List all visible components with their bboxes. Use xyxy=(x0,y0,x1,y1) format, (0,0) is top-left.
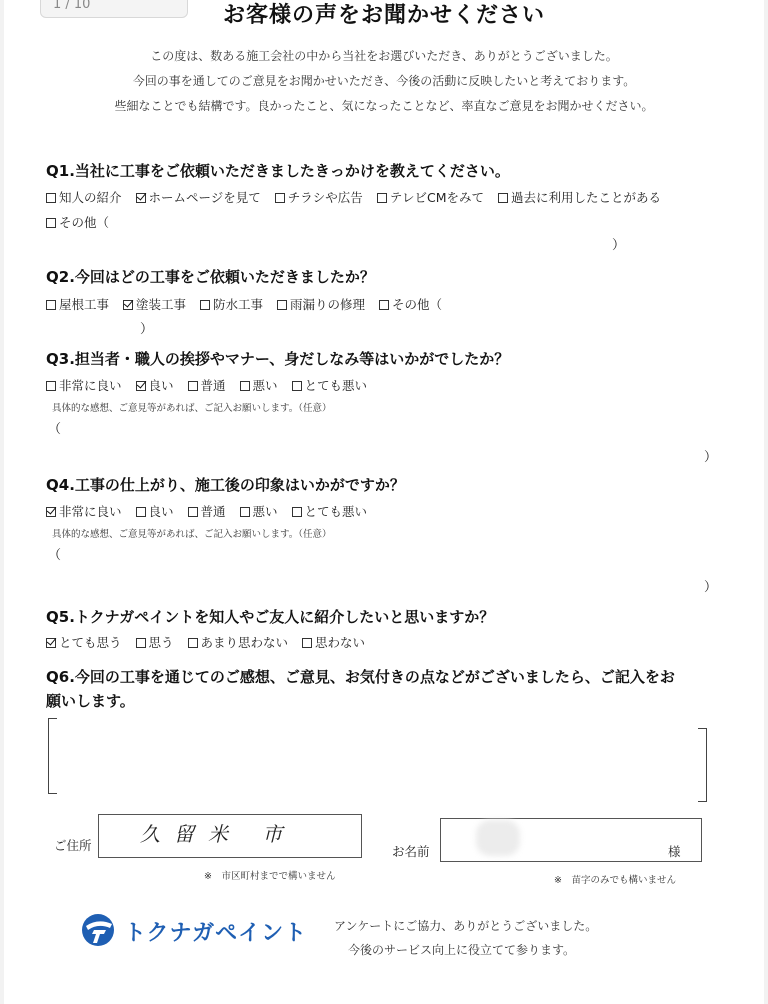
checkbox[interactable] xyxy=(46,381,56,391)
checkbox[interactable] xyxy=(46,193,56,203)
q1-title: Q1.当社に工事をご依頼いただきましたきっかけを教えてください。 xyxy=(46,162,510,180)
q2-close-paren: ） xyxy=(140,322,154,337)
checkbox[interactable] xyxy=(240,507,250,517)
checkbox[interactable] xyxy=(379,300,389,310)
checkbox[interactable] xyxy=(46,300,56,310)
intro-text xyxy=(0,44,768,119)
q4-open-paren: （ xyxy=(48,548,62,563)
q1-option-2[interactable]: ホームページを見て xyxy=(136,188,261,206)
checkbox-checked[interactable] xyxy=(136,193,146,203)
q2-title: Q2.今回はどの工事をご依頼いただきましたか？ xyxy=(46,268,375,286)
q6-title-line-1: Q6.今回の工事を通じてのご感想、ご意見、お気付きの点などがございましたら、ご記入をお xyxy=(46,668,675,686)
checkbox[interactable] xyxy=(292,507,302,517)
address-note: ※ 市区町村までで構いません xyxy=(204,871,336,882)
checkbox-checked[interactable] xyxy=(123,300,133,310)
intro-line-3: 些細なことでも結構です。良かったこと、気になったことなど、率直なご意見をお聞かせください。 xyxy=(114,99,654,113)
q3-note: 具体的な感想、ご意見等があれば、ご記入お願いします。（任意） xyxy=(52,403,332,414)
checkbox[interactable] xyxy=(188,507,198,517)
q4-option-2[interactable]: 良い xyxy=(136,502,174,520)
q2-option-5[interactable]: その他（ xyxy=(379,295,442,313)
q2-option-1[interactable]: 屋根工事 xyxy=(46,295,109,313)
q3-option-2[interactable]: 良い xyxy=(136,376,174,394)
q3-option-5[interactable]: とても悪い xyxy=(292,376,368,394)
q4-option-1[interactable]: 非常に良い xyxy=(46,502,122,520)
q2-option-4[interactable]: 雨漏りの修理 xyxy=(277,295,365,313)
logo-mark-icon xyxy=(80,912,120,948)
name-note: ※ 苗字のみでも構いません xyxy=(554,875,676,886)
checkbox[interactable] xyxy=(188,638,198,648)
checkbox[interactable] xyxy=(377,193,387,203)
q4-option-4[interactable]: 悪い xyxy=(240,502,278,520)
checkbox[interactable] xyxy=(498,193,508,203)
q4-option-3[interactable]: 普通 xyxy=(188,502,226,520)
q4-note: 具体的な感想、ご意見等があれば、ご記入お願いします。（任意） xyxy=(52,529,332,540)
thanks-line-1: アンケートにご協力、ありがとうございました。 xyxy=(334,919,598,933)
page-indicator: 1 / 10 xyxy=(40,0,188,18)
q4-option-5[interactable]: とても悪い xyxy=(292,502,368,520)
q2-option-3[interactable]: 防水工事 xyxy=(200,295,263,313)
redacted-name xyxy=(476,820,520,856)
q5-option-4[interactable]: 思わない xyxy=(302,633,365,651)
checkbox[interactable] xyxy=(200,300,210,310)
address-label: ご住所 xyxy=(54,838,92,853)
q3-open-paren: （ xyxy=(48,422,62,437)
q2-options xyxy=(46,295,452,313)
q5-option-1[interactable]: とても思う xyxy=(46,633,122,651)
address-value: 久留米 市 xyxy=(140,822,297,846)
name-label: お名前 xyxy=(392,844,430,859)
checkbox[interactable] xyxy=(188,381,198,391)
checkbox-checked[interactable] xyxy=(136,381,146,391)
q5-options xyxy=(46,633,375,651)
q6-answer-bracket-left[interactable] xyxy=(48,718,57,794)
page-edge-right xyxy=(764,0,768,1004)
company-logo xyxy=(80,912,308,948)
intro-line-2: 今回の事を通してのご意見をお聞かせいただき、今後の活動に反映したいと考えております。 xyxy=(132,74,636,88)
checkbox-checked[interactable] xyxy=(46,507,56,517)
thanks-line-2: 今後のサービス向上に役立てて参ります。 xyxy=(348,943,576,957)
q4-close-paren: ） xyxy=(704,580,718,595)
checkbox[interactable] xyxy=(240,381,250,391)
q1-option-3[interactable]: チラシや広告 xyxy=(275,188,363,206)
checkbox-checked[interactable] xyxy=(46,638,56,648)
q5-option-3[interactable]: あまり思わない xyxy=(188,633,289,651)
q6-answer-bracket-right[interactable] xyxy=(698,728,707,802)
checkbox[interactable] xyxy=(46,218,56,228)
q4-options xyxy=(46,502,377,520)
intro-line-1: この度は、数ある施工会社の中から当社をお選びいただき、ありがとうございました。 xyxy=(150,49,618,63)
logo-text: トクナガペイント xyxy=(124,921,308,946)
q4-title: Q4.工事の仕上がり、施工後の印象はいかがですか？ xyxy=(46,476,405,494)
q2-option-2[interactable]: 塗装工事 xyxy=(123,295,186,313)
page-title: お客様の声をお聞かせください xyxy=(222,3,545,28)
checkbox[interactable] xyxy=(136,638,146,648)
q3-options xyxy=(46,376,377,394)
q5-option-2[interactable]: 思う xyxy=(136,633,174,651)
q1-options xyxy=(46,188,671,206)
q3-title: Q3.担当者・職人の挨拶やマナー、身だしなみ等はいかがでしたか？ xyxy=(46,350,510,368)
q3-close-paren: ） xyxy=(704,450,718,465)
page-edge-left xyxy=(0,0,4,1004)
checkbox[interactable] xyxy=(275,193,285,203)
checkbox[interactable] xyxy=(302,638,312,648)
q3-option-3[interactable]: 普通 xyxy=(188,376,226,394)
checkbox[interactable] xyxy=(277,300,287,310)
q3-option-1[interactable]: 非常に良い xyxy=(46,376,122,394)
checkbox[interactable] xyxy=(292,381,302,391)
checkbox[interactable] xyxy=(136,507,146,517)
q1-other[interactable]: その他（ xyxy=(46,213,109,231)
q5-title: Q5.トクナガペイントを知人やご友人に紹介したいと思いますか？ xyxy=(46,608,495,626)
q1-option-4[interactable]: テレビCMをみて xyxy=(377,188,484,206)
q1-close-paren: ） xyxy=(612,238,626,253)
q1-option-5[interactable]: 過去に利用したことがある xyxy=(498,188,661,206)
thanks-text xyxy=(334,914,597,962)
q3-option-4[interactable]: 悪い xyxy=(240,376,278,394)
q1-option-1[interactable]: 知人の紹介 xyxy=(46,188,122,206)
q6-title-line-2: 願いします。 xyxy=(46,692,135,710)
name-suffix: 様 xyxy=(668,844,681,859)
